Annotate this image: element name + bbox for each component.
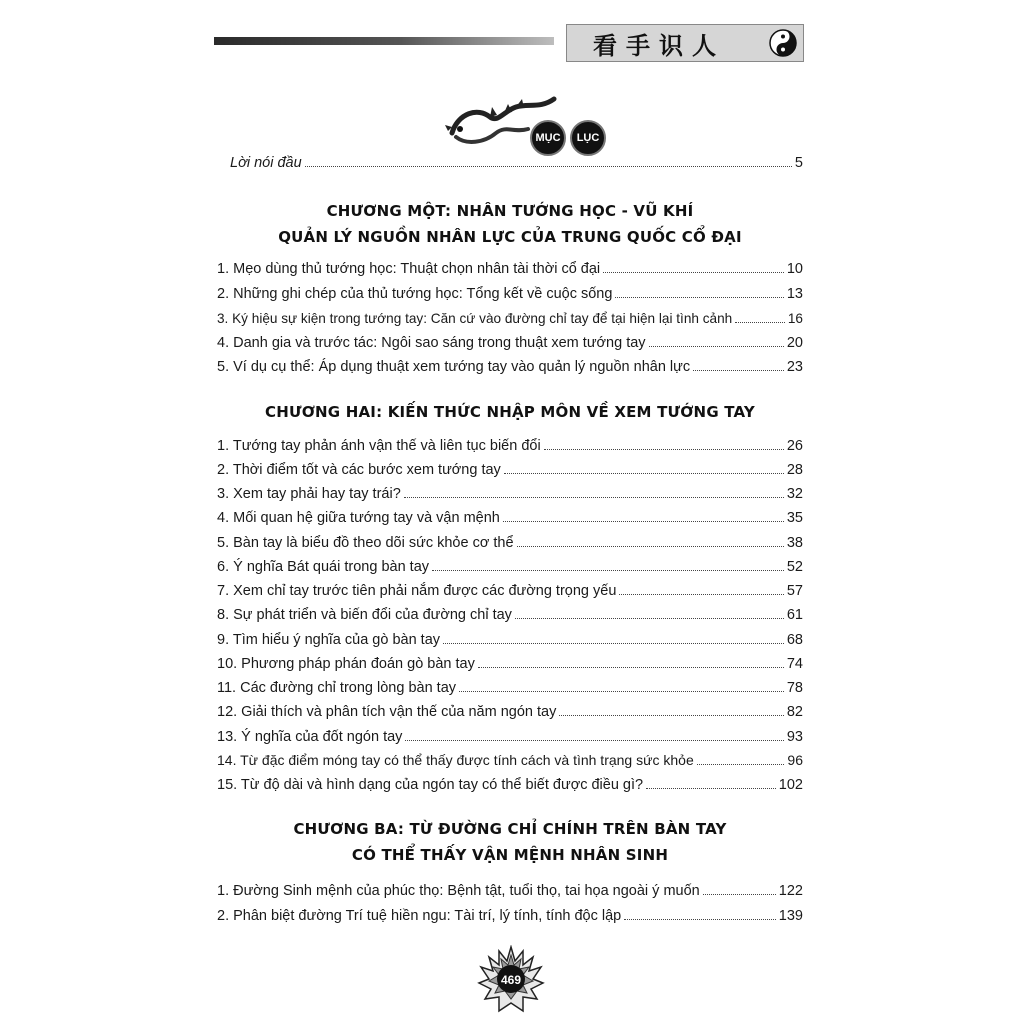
toc-entry-title: 10. Phương pháp phán đoán gò bàn tay (217, 656, 475, 672)
chapter-title: CHƯƠNG MỘT: NHÂN TƯỚNG HỌC - VŨ KHÍ (326, 202, 694, 220)
toc-entry-page: 13 (786, 286, 803, 302)
toc-entry-page: 16 (787, 311, 803, 326)
toc-entry-title: 4. Mối quan hệ giữa tướng tay và vận mệnh (217, 510, 500, 526)
toc-heading-right: LỤC (570, 120, 606, 156)
toc-entry (217, 907, 803, 929)
dot-leader (503, 509, 784, 522)
toc-entry-title: 5. Ví dụ cụ thể: Áp dụng thuật xem tướng tay vào quản lý nguồn nhân lực (217, 359, 691, 375)
toc-entry-page: 52 (786, 559, 803, 575)
toc-entry-title: 3. Xem tay phải hay tay trái? (217, 486, 401, 502)
toc-entry-page: 23 (786, 359, 803, 375)
toc-entry-page: 122 (778, 883, 803, 899)
toc-entry-page: 20 (786, 335, 803, 351)
running-header (566, 24, 804, 62)
chapter-title: CHƯƠNG HAI: KIẾN THỨC NHẬP MÔN VỀ XEM TƯỚNG TAY (265, 403, 755, 421)
page-number-badge (477, 945, 545, 1017)
toc-entry (217, 582, 803, 604)
toc-entry-title: 2. Những ghi chép của thủ tướng học: Tổng kết về cuộc sống (217, 286, 613, 302)
toc-entry (217, 606, 803, 628)
toc-entry (217, 631, 803, 653)
chapter-title: CHƯƠNG BA: TỪ ĐƯỜNG CHỈ CHÍNH TRÊN BÀN TAY (293, 820, 727, 838)
toc-entry (217, 679, 803, 701)
toc-entry-title: 3. Ký hiệu sự kiện trong tướng tay: Căn cứ vào đường chỉ tay để tại hiện lại tình cảnh (217, 311, 733, 326)
toc-entry (217, 509, 803, 531)
toc-entry (217, 334, 803, 356)
dot-leader (703, 882, 776, 895)
dot-leader (603, 260, 784, 273)
dot-leader (515, 606, 784, 619)
toc-entry (217, 882, 803, 904)
toc-entry-page: 82 (786, 704, 803, 720)
toc-entry-title: 12. Giải thích và phân tích vận thế của năm ngón tay (217, 704, 557, 720)
toc-entry-title: 2. Thời điểm tốt và các bước xem tướng tay (217, 462, 501, 478)
dot-leader (615, 285, 783, 298)
dot-leader (649, 334, 784, 347)
toc-entry (217, 260, 803, 282)
toc-entry (217, 461, 803, 483)
dot-leader (404, 485, 784, 498)
toc-entry-page: 38 (786, 535, 803, 551)
toc-entry (217, 655, 803, 677)
toc-entry (217, 310, 803, 332)
toc-entry (217, 534, 803, 556)
toc-entry-page: 28 (786, 462, 803, 478)
toc-entry-title: 5. Bàn tay là biểu đồ theo dõi sức khỏe cơ thể (217, 535, 514, 551)
toc-entry-page: 68 (786, 632, 803, 648)
toc-entry (217, 285, 803, 307)
toc-entry-title: 13. Ý nghĩa của đốt ngón tay (217, 729, 403, 745)
header-rule (214, 37, 554, 45)
toc-entry-page: 102 (778, 777, 803, 793)
dot-leader (559, 703, 784, 716)
toc-entry-page: 139 (778, 908, 803, 924)
toc-entry-page: 61 (786, 607, 803, 623)
dot-leader (619, 582, 783, 595)
toc-entry-title: 2. Phân biệt đường Trí tuệ hiền ngu: Tài trí, lý tính, tính độc lập (217, 908, 622, 924)
toc-entry-title: 15. Từ độ dài và hình dạng của ngón tay có thể biết được điều gì? (217, 777, 644, 793)
toc-entry (217, 703, 803, 725)
dot-leader (697, 752, 785, 765)
chapter-title: QUẢN LÝ NGUỒN NHÂN LỰC CỦA TRUNG QUỐC CỔ ĐẠI (278, 228, 742, 246)
toc-entry (217, 776, 803, 798)
toc-entry-page: 32 (786, 486, 803, 502)
toc-entry-title: 8. Sự phát triển và biến đổi của đường chỉ tay (217, 607, 512, 623)
toc-entry-title: 1. Mẹo dùng thủ tướng học: Thuật chọn nhân tài thời cổ đại (217, 261, 601, 277)
toc-entry (217, 437, 803, 459)
toc-entry-page: 78 (786, 680, 803, 696)
toc-entry-title: 11. Các đường chỉ trong lòng bàn tay (217, 680, 457, 696)
toc-entry (217, 728, 803, 750)
dot-leader (459, 679, 784, 692)
dot-leader (478, 655, 784, 668)
dot-leader (624, 907, 776, 920)
toc-entry (217, 358, 803, 380)
toc-entry-page: 5 (794, 155, 803, 171)
dot-leader (544, 437, 784, 450)
dot-leader (305, 154, 792, 167)
book-title: 看手识人 (593, 30, 725, 60)
toc-entry-page: 57 (786, 583, 803, 599)
toc-entry-title: 4. Danh gia và trước tác: Ngôi sao sáng trong thuật xem tướng tay (217, 335, 646, 351)
toc-entry-title: 14. Từ đặc điểm móng tay có thể thấy được tính cách và tình trạng sức khỏe (217, 752, 694, 768)
toc-entry-title: 1. Tướng tay phản ánh vận thế và liên tục biến đổi (217, 438, 541, 454)
dot-leader (735, 310, 785, 323)
toc-entry-page: 74 (786, 656, 803, 672)
chapter-title: CÓ THỂ THẤY VẬN MỆNH NHÂN SINH (351, 846, 669, 864)
dot-leader (504, 461, 784, 474)
page-number: 469 (500, 973, 522, 987)
toc-heading-left: MỤC (530, 120, 566, 156)
dot-leader (646, 776, 776, 789)
yin-yang-icon (769, 29, 797, 57)
toc-entry-page: 26 (786, 438, 803, 454)
toc-entry (217, 558, 803, 580)
dot-leader (432, 558, 784, 571)
toc-entry-title: 6. Ý nghĩa Bát quái trong bàn tay (217, 559, 430, 575)
toc-entry-title: 9. Tìm hiểu ý nghĩa của gò bàn tay (217, 632, 441, 648)
toc-entry-page: 93 (786, 729, 803, 745)
dot-leader (405, 728, 783, 741)
toc-entry-title: Lời nói đầu (230, 155, 302, 171)
dot-leader (517, 534, 784, 547)
toc-entry-title: 1. Đường Sinh mệnh của phúc thọ: Bệnh tật, tuổi thọ, tai họa ngoài ý muốn (217, 883, 700, 899)
dot-leader (693, 358, 784, 371)
dot-leader (443, 631, 784, 644)
toc-entry-title: 7. Xem chỉ tay trước tiên phải nắm được các đường trọng yếu (217, 583, 617, 599)
toc-heading (530, 120, 606, 156)
toc-entry (217, 752, 803, 774)
toc-entry-page: 96 (787, 752, 803, 768)
toc-entry (217, 485, 803, 507)
toc-entry (230, 154, 803, 176)
toc-entry-page: 35 (786, 510, 803, 526)
toc-entry-page: 10 (786, 261, 803, 277)
